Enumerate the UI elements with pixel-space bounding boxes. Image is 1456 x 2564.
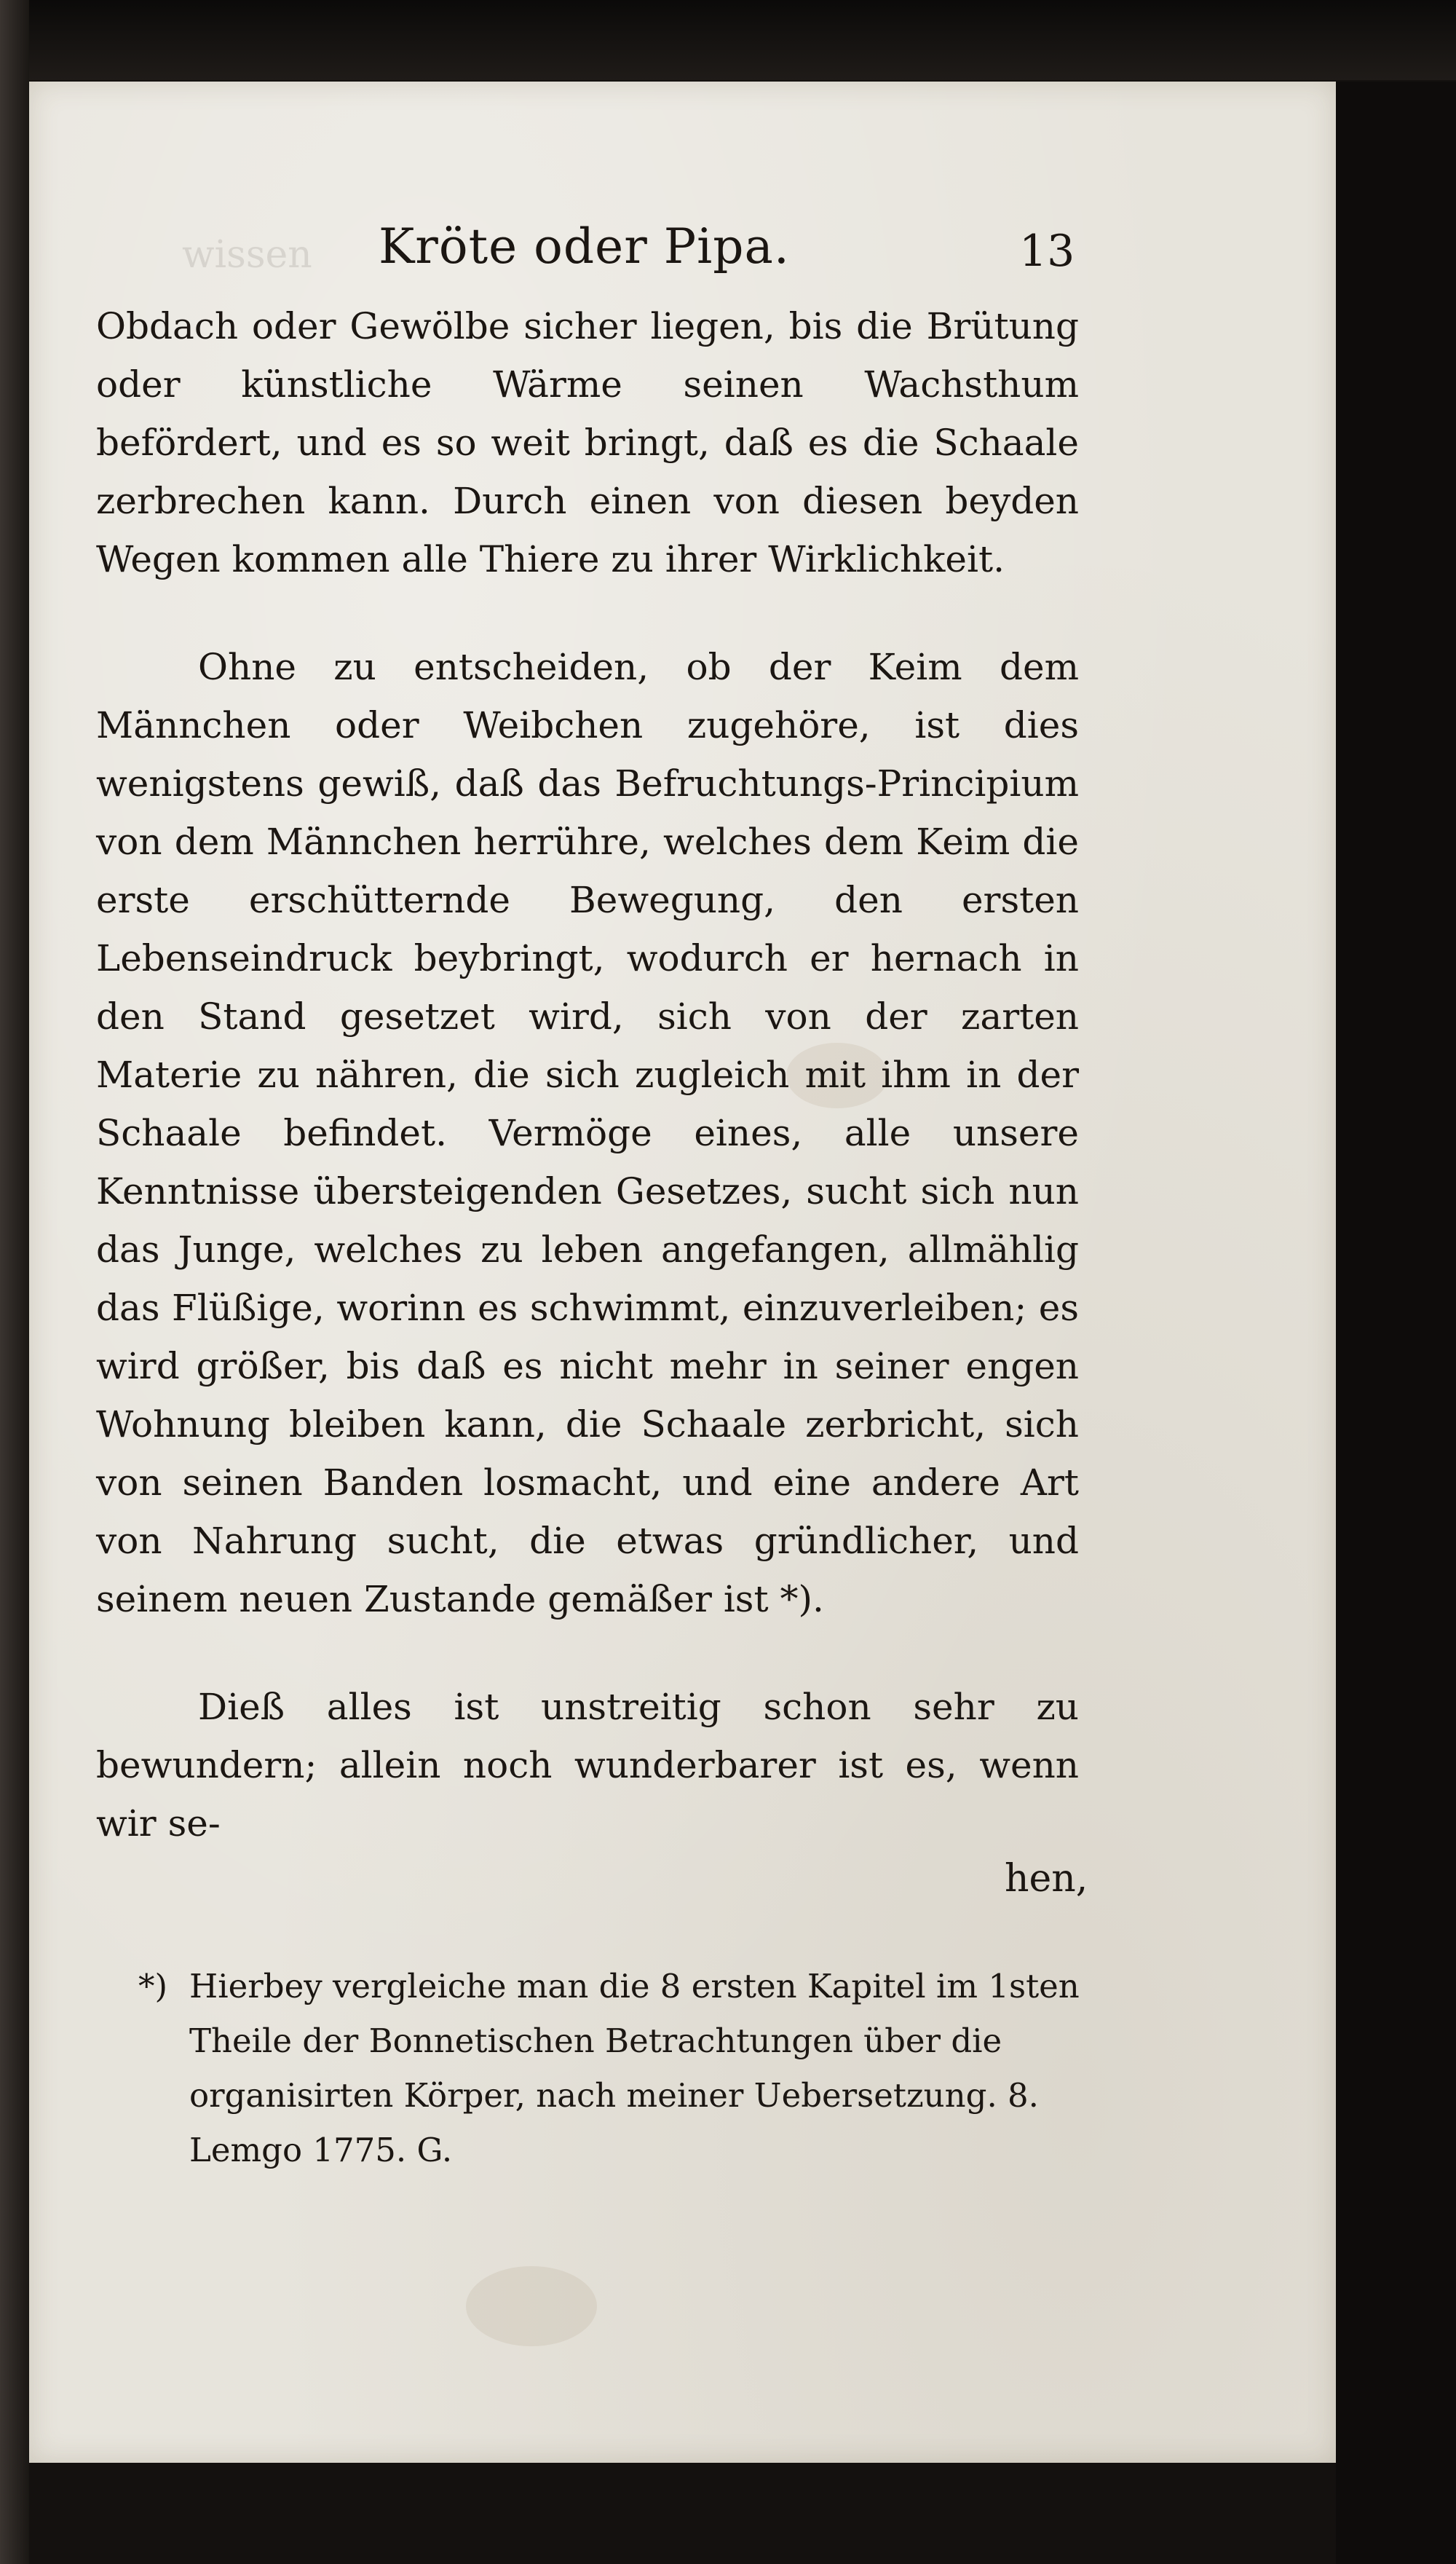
paragraph: Ohne zu entscheiden, ob der Keim dem Männchen oder Weibchen zugehöre, ist dies wenigstens gewiß, daß das Befruchtungs-Principium von dem Männchen herrühre, welches dem Keim die erste erschütternde Bewegung, den ersten Lebenseindruck beybringt, wodurch er hernach in den Stand gesetzet wird, sich von der zarten Materie zu nähren, die sich zugleich mit ihm in der Schaale befindet. Vermöge eines, alle unsere Kenntnisse übersteigenden Gesetzes, sucht sich nun das Junge, welches zu leben angefangen, allmählig das Flüßige, worinn es schwimmt, einzuverleiben; es wird größer, bis daß es nicht mehr in seiner engen Wohnung bleiben kann, die Schaale zerbricht, sich von seinen Banden losmacht, und eine andere Art von Nahrung sucht, die etwas gründlicher, und seinem neuen Zustande gemäßer ist *).	[96, 646, 1079, 1620]
paper-stain	[466, 2266, 597, 2346]
page-number: 13	[1019, 226, 1075, 277]
page-edge-shadow	[1336, 82, 1456, 2564]
footnote-marker: *)	[138, 1967, 168, 2005]
paragraph: Dieß alles ist unstreitig schon sehr zu bewundern; allein noch wunderbarer ist es, wenn wir se-	[96, 1686, 1079, 1845]
book-binding-top	[0, 0, 1456, 80]
footnote-text: Hierbey vergleiche man die 8 ersten Kapitel im 1sten Theile der Bonnetischen Betrachtungen über die organisirten Körper, nach meiner Uebersetzung. 8. Lemgo 1775. G.	[189, 1967, 1080, 2169]
show-through-text: wissen	[182, 233, 312, 277]
paragraph: Obdach oder Gewölbe sicher liegen, bis die Brütung oder künstliche Wärme seinen Wachsthum befördert, und es so weit bringt, daß es die Schaale zerbrechen kann. Durch einen von diesen beyden Wegen kommen alle Thiere zu ihrer Wirklichkeit.	[96, 305, 1079, 580]
footnote	[138, 1959, 1085, 2177]
catchword: hen,	[1005, 1857, 1088, 1901]
running-head: Kröte oder Pipa.	[379, 218, 790, 275]
body-text	[96, 297, 1079, 1853]
book-binding-left	[0, 0, 29, 2564]
